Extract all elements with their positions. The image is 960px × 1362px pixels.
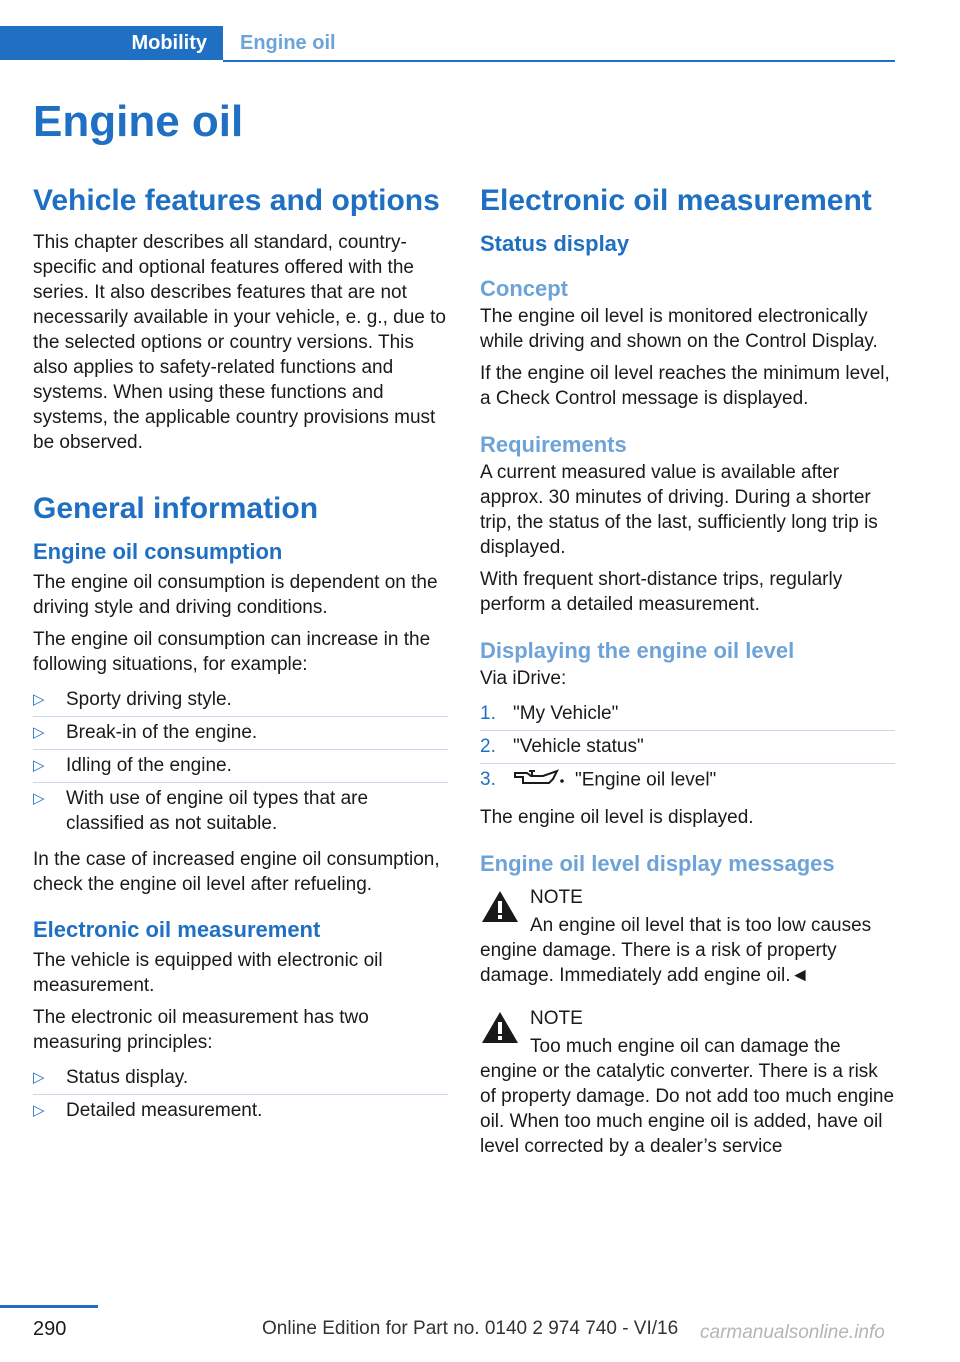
list-item: ▷ Idling of the engine. (33, 750, 448, 783)
heading-displaying-oil-level: Displaying the engine oil level (480, 638, 795, 663)
left-column (33, 180, 448, 1134)
paragraph-concept-1: The engine oil level is monitored electronically while driving and shown on the Control Display. (480, 306, 878, 352)
heading-status-display: Status display (480, 231, 630, 256)
triangle-bullet-icon: ▷ (33, 1069, 45, 1086)
note-box-too-much-oil (480, 1004, 895, 1159)
paragraph-consumption-1: The engine oil consumption is dependent on the driving style and driving conditions. (33, 572, 438, 618)
triangle-bullet-icon: ▷ (33, 757, 45, 774)
paragraph-consumption-3: In the case of increased engine oil consumption, check the engine oil level after refueling. (33, 849, 440, 895)
paragraph-via-idrive: Via iDrive: (480, 668, 567, 689)
list-item: ▷ Detailed measurement. (33, 1100, 263, 1121)
paragraph-vehicle-features: This chapter describes all standard, country-specific and optional features offered with the series. It also describes features that are not necessarily available in your vehicle, e. g., due to the selected options or country versions. This also applies to safety-related functions and systems. When using these functions and systems, the applicable country provisions must be observed. (33, 232, 446, 453)
note-text: Too much engine oil can damage the engine or the catalytic converter. There is a risk of property damage. Do not add too much engine oil. When too much engine oil is added, have oil level corrected by a dealer’s service (480, 1036, 895, 1157)
oil-can-icon (513, 767, 565, 794)
heading-display-messages: Engine oil level display messages (480, 851, 835, 876)
heading-requirements: Requirements (480, 432, 627, 457)
watermark: carmanualsonline.info (700, 1322, 885, 1343)
note-box-low-oil (480, 883, 895, 988)
triangle-bullet-icon: ▷ (33, 691, 45, 708)
triangle-bullet-icon: ▷ (33, 790, 45, 807)
heading-concept: Concept (480, 276, 568, 301)
paragraph-level-displayed: The engine oil level is displayed. (480, 807, 754, 828)
list-item: 2. "Vehicle status" (480, 731, 895, 764)
list-item: ▷ Break-in of the engine. (33, 717, 448, 750)
paragraph-requirements-2: With frequent short-distance trips, regularly perform a detailed measurement. (480, 569, 843, 615)
warning-triangle-icon (480, 889, 520, 925)
list-item: ▷ Sporty driving style. (33, 684, 448, 717)
heading-electronic-measurement: Electronic oil measurement (33, 917, 321, 942)
heading-general-information: General information (33, 492, 319, 525)
triangle-bullet-icon: ▷ (33, 724, 45, 741)
heading-vehicle-features: Vehicle features and options (33, 184, 440, 217)
triangle-bullet-icon: ▷ (33, 1102, 45, 1119)
right-column (480, 180, 895, 1175)
header-section-tab[interactable]: Mobility (0, 26, 223, 60)
paragraph-consumption-2: The engine oil consumption can increase in the following situations, for example: (33, 629, 431, 675)
edition-text: Online Edition for Part no. 0140 2 974 740 - VI/16 (262, 1318, 679, 1339)
list-item: 3. "Engine oil level" (480, 764, 895, 798)
note-label: NOTE (530, 1008, 583, 1029)
list-item: ▷ Status display. (33, 1062, 448, 1095)
list-item: 1. "My Vehicle" (480, 698, 895, 731)
note-label: NOTE (530, 887, 583, 908)
paragraph-electronic-1: The vehicle is equipped with electronic oil measurement. (33, 950, 383, 996)
paragraph-requirements-1: A current measured value is available after approx. 30 minutes of driving. During a shorter trip, the status of the last, sufficiently long trip is displayed. (480, 462, 878, 558)
warning-triangle-icon (480, 1010, 520, 1046)
header-rule (223, 60, 895, 62)
principles-list (33, 1062, 448, 1127)
paragraph-concept-2: If the engine oil level reaches the minimum level, a Check Control message is displayed. (480, 363, 890, 409)
paragraph-electronic-2: The electronic oil measurement has two measuring principles: (33, 1007, 369, 1053)
page-title: Engine oil (33, 97, 244, 146)
consumption-list (33, 684, 448, 840)
idrive-steps-list (480, 698, 895, 798)
header-chapter-tab[interactable]: Engine oil (240, 32, 336, 54)
page-number: 290 (33, 1318, 67, 1340)
running-header (0, 26, 895, 62)
note-text: An engine oil level that is too low causes engine damage. There is a risk of property damage. Immediately add engine oil.◄ (480, 915, 872, 986)
heading-oil-consumption: Engine oil consumption (33, 539, 283, 564)
heading-electronic-oil-measurement: Electronic oil measurement (480, 184, 872, 217)
list-item: ▷ With use of engine oil types that are classified as not suitable. (33, 788, 369, 834)
footer-rule (0, 1305, 98, 1308)
